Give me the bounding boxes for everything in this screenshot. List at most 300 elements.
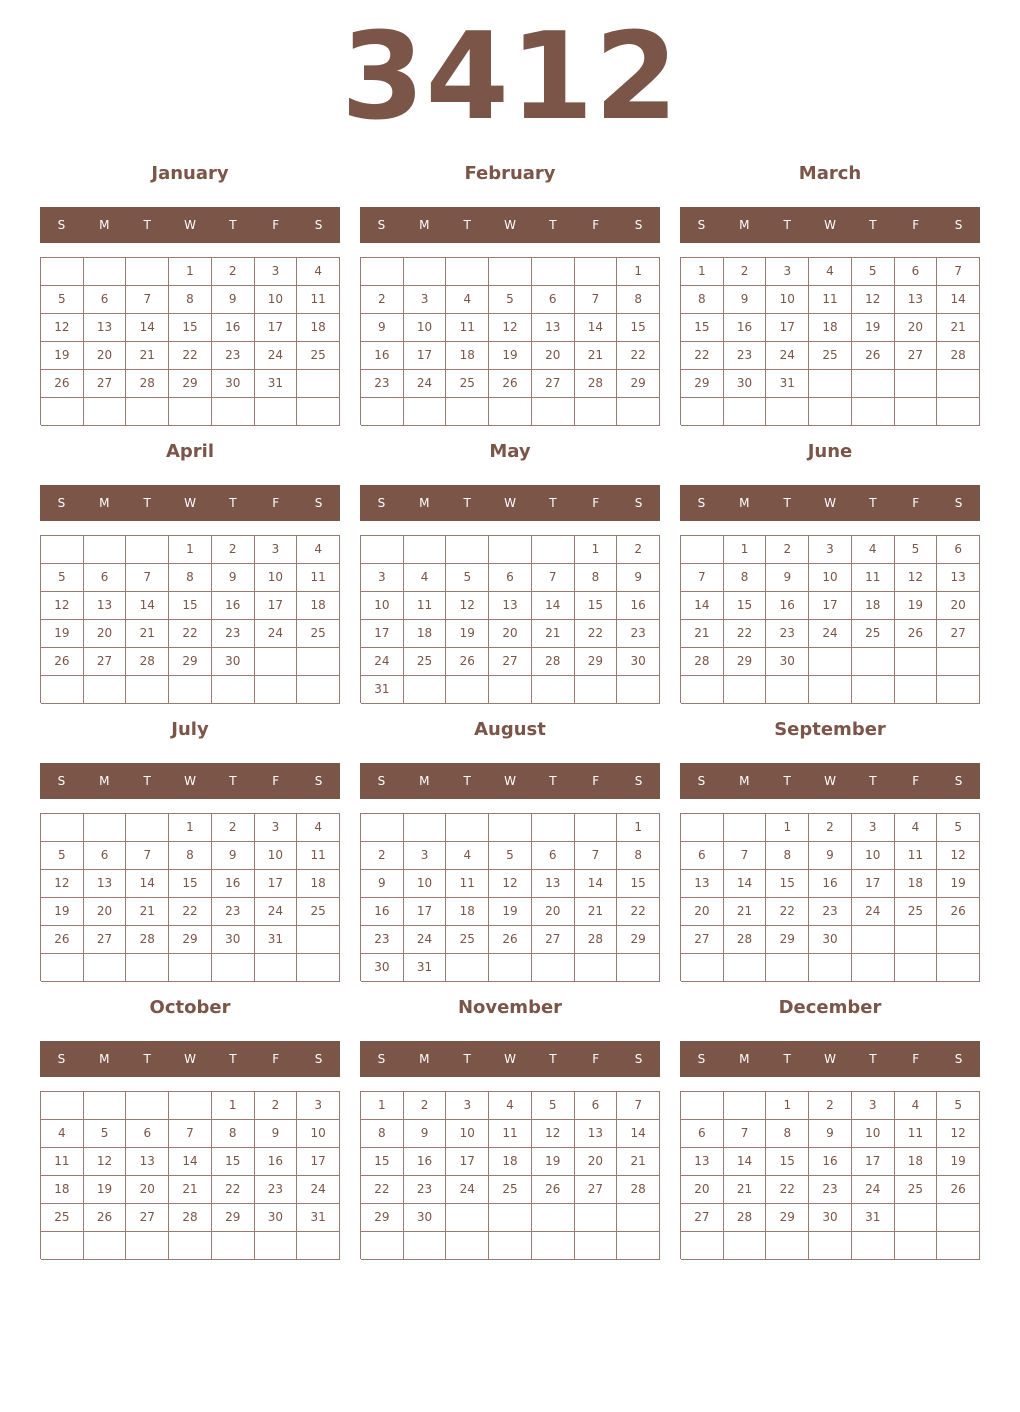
weekday-label: S xyxy=(377,774,386,788)
day-cell xyxy=(41,1092,84,1120)
day-cell: 18 xyxy=(446,342,489,370)
day-cell: 8 xyxy=(617,842,660,870)
day-cell: 31 xyxy=(404,954,447,982)
day-cell: 15 xyxy=(681,314,724,342)
day-cell: 2 xyxy=(404,1092,447,1120)
day-cell: 29 xyxy=(766,926,809,954)
day-cell: 14 xyxy=(937,286,980,314)
day-cell: 12 xyxy=(489,870,532,898)
day-cell xyxy=(575,1232,618,1260)
weekday-label: T xyxy=(463,1052,471,1066)
day-cell: 16 xyxy=(724,314,767,342)
weekday-label: F xyxy=(912,774,920,788)
day-cell: 6 xyxy=(532,842,575,870)
day-cell: 14 xyxy=(532,592,575,620)
day-cell: 31 xyxy=(255,926,298,954)
day-cell: 24 xyxy=(809,620,852,648)
day-cell: 28 xyxy=(937,342,980,370)
day-cell xyxy=(446,258,489,286)
day-cell: 26 xyxy=(489,370,532,398)
day-cell: 15 xyxy=(766,870,809,898)
day-cell xyxy=(852,954,895,982)
day-cell: 3 xyxy=(361,564,404,592)
day-cell: 31 xyxy=(297,1204,340,1232)
weekday-label: W xyxy=(824,1052,836,1066)
day-cell xyxy=(446,1204,489,1232)
day-cell: 17 xyxy=(255,592,298,620)
day-cell: 27 xyxy=(532,926,575,954)
day-cell xyxy=(297,1232,340,1260)
day-cell: 17 xyxy=(255,314,298,342)
day-cell: 10 xyxy=(255,286,298,314)
day-cell xyxy=(809,676,852,704)
day-cell: 18 xyxy=(446,898,489,926)
month-august xyxy=(360,716,660,982)
weekday-header xyxy=(360,763,660,799)
day-cell: 9 xyxy=(809,1120,852,1148)
day-cell: 10 xyxy=(361,592,404,620)
day-cell: 13 xyxy=(84,314,127,342)
day-cell xyxy=(446,536,489,564)
day-cell: 1 xyxy=(169,536,212,564)
day-cell xyxy=(84,398,127,426)
weekday-label: W xyxy=(504,496,516,510)
day-cell: 7 xyxy=(575,286,618,314)
day-cell xyxy=(404,258,447,286)
month-november xyxy=(360,994,660,1260)
weekday-label: F xyxy=(912,496,920,510)
weekday-label: S xyxy=(57,774,66,788)
day-cell: 7 xyxy=(937,258,980,286)
day-cell xyxy=(489,398,532,426)
day-cell xyxy=(809,398,852,426)
day-cell: 5 xyxy=(41,842,84,870)
day-cell: 10 xyxy=(809,564,852,592)
day-cell xyxy=(895,398,938,426)
day-cell xyxy=(809,1232,852,1260)
day-cell: 29 xyxy=(169,370,212,398)
day-cell: 21 xyxy=(575,898,618,926)
months-grid xyxy=(40,160,980,1260)
day-cell: 11 xyxy=(297,286,340,314)
day-cell xyxy=(532,258,575,286)
day-cell: 2 xyxy=(255,1092,298,1120)
day-cell: 4 xyxy=(297,258,340,286)
day-cell: 24 xyxy=(255,342,298,370)
weekday-label: M xyxy=(419,1052,430,1066)
month-june xyxy=(680,438,980,704)
day-cell xyxy=(937,954,980,982)
day-cell xyxy=(297,370,340,398)
day-cell xyxy=(681,1092,724,1120)
weekday-header xyxy=(40,1041,340,1077)
weekday-label: F xyxy=(592,218,600,232)
day-cell: 16 xyxy=(212,314,255,342)
day-cell: 22 xyxy=(766,1176,809,1204)
day-cell: 4 xyxy=(895,1092,938,1120)
day-cell: 17 xyxy=(297,1148,340,1176)
day-cell: 29 xyxy=(361,1204,404,1232)
day-cell: 3 xyxy=(809,536,852,564)
day-cell xyxy=(361,536,404,564)
day-cell: 30 xyxy=(212,370,255,398)
weekday-header xyxy=(40,207,340,243)
day-cell xyxy=(617,398,660,426)
weekday-label: S xyxy=(954,774,963,788)
day-cell xyxy=(489,1204,532,1232)
day-cell: 6 xyxy=(681,842,724,870)
day-cell: 31 xyxy=(766,370,809,398)
day-cell: 7 xyxy=(532,564,575,592)
day-cell: 20 xyxy=(937,592,980,620)
day-cell: 8 xyxy=(766,1120,809,1148)
day-cell xyxy=(126,1232,169,1260)
day-cell: 15 xyxy=(724,592,767,620)
day-cell: 25 xyxy=(895,898,938,926)
day-cell: 27 xyxy=(489,648,532,676)
day-cell xyxy=(852,398,895,426)
day-cell: 7 xyxy=(126,286,169,314)
weekday-label: F xyxy=(272,218,280,232)
day-cell: 19 xyxy=(937,870,980,898)
day-cell: 8 xyxy=(169,564,212,592)
month-september xyxy=(680,716,980,982)
day-cell: 12 xyxy=(41,870,84,898)
day-cell: 12 xyxy=(895,564,938,592)
day-cell: 24 xyxy=(404,926,447,954)
weekday-label: S xyxy=(314,1052,323,1066)
day-cell: 23 xyxy=(255,1176,298,1204)
day-cell: 5 xyxy=(852,258,895,286)
weekday-label: S xyxy=(377,496,386,510)
day-cell xyxy=(489,1232,532,1260)
weekday-label: M xyxy=(99,218,110,232)
day-grid xyxy=(40,1091,340,1259)
day-cell: 20 xyxy=(489,620,532,648)
day-cell: 20 xyxy=(84,898,127,926)
day-cell xyxy=(255,676,298,704)
day-cell xyxy=(212,954,255,982)
weekday-label: T xyxy=(783,496,791,510)
weekday-label: T xyxy=(783,218,791,232)
day-cell xyxy=(404,1232,447,1260)
day-cell: 18 xyxy=(297,870,340,898)
day-cell xyxy=(255,648,298,676)
day-cell xyxy=(681,954,724,982)
day-cell: 10 xyxy=(255,842,298,870)
day-cell xyxy=(895,1204,938,1232)
day-cell: 26 xyxy=(446,648,489,676)
day-cell: 29 xyxy=(617,370,660,398)
day-cell xyxy=(41,398,84,426)
month-name: May xyxy=(489,441,531,462)
day-cell xyxy=(895,926,938,954)
day-cell: 12 xyxy=(852,286,895,314)
day-cell: 7 xyxy=(575,842,618,870)
day-cell: 29 xyxy=(724,648,767,676)
weekday-label: M xyxy=(99,774,110,788)
day-cell: 4 xyxy=(446,286,489,314)
day-cell: 29 xyxy=(169,648,212,676)
weekday-label: S xyxy=(57,1052,66,1066)
day-cell xyxy=(895,370,938,398)
day-cell: 22 xyxy=(766,898,809,926)
day-cell: 13 xyxy=(532,870,575,898)
day-cell: 1 xyxy=(617,814,660,842)
day-cell: 19 xyxy=(489,898,532,926)
day-cell: 25 xyxy=(297,898,340,926)
day-cell: 22 xyxy=(575,620,618,648)
day-cell: 26 xyxy=(41,926,84,954)
weekday-label: S xyxy=(697,496,706,510)
day-cell: 4 xyxy=(404,564,447,592)
day-cell: 6 xyxy=(84,286,127,314)
day-cell xyxy=(84,676,127,704)
weekday-label: S xyxy=(634,496,643,510)
day-cell: 26 xyxy=(41,648,84,676)
day-cell xyxy=(297,676,340,704)
day-cell: 11 xyxy=(446,870,489,898)
day-cell: 23 xyxy=(212,620,255,648)
day-cell: 17 xyxy=(852,1148,895,1176)
day-cell: 22 xyxy=(169,898,212,926)
day-cell: 7 xyxy=(169,1120,212,1148)
month-may xyxy=(360,438,660,704)
day-cell xyxy=(895,648,938,676)
day-cell: 4 xyxy=(489,1092,532,1120)
day-cell: 23 xyxy=(212,898,255,926)
day-cell xyxy=(489,258,532,286)
day-cell: 14 xyxy=(126,314,169,342)
day-cell: 22 xyxy=(681,342,724,370)
day-cell xyxy=(724,814,767,842)
day-cell xyxy=(895,954,938,982)
weekday-label: T xyxy=(229,496,237,510)
day-cell: 24 xyxy=(255,898,298,926)
day-cell: 4 xyxy=(297,814,340,842)
day-cell: 21 xyxy=(575,342,618,370)
day-cell: 10 xyxy=(446,1120,489,1148)
weekday-label: T xyxy=(229,774,237,788)
month-name: November xyxy=(457,997,563,1018)
day-cell: 28 xyxy=(724,1204,767,1232)
day-cell: 22 xyxy=(169,342,212,370)
day-cell xyxy=(84,1232,127,1260)
day-grid xyxy=(40,813,340,981)
day-cell xyxy=(404,536,447,564)
day-cell: 24 xyxy=(404,370,447,398)
day-cell xyxy=(84,954,127,982)
day-cell: 23 xyxy=(212,342,255,370)
day-cell: 27 xyxy=(681,1204,724,1232)
day-cell xyxy=(532,954,575,982)
day-cell: 5 xyxy=(41,564,84,592)
day-cell xyxy=(404,676,447,704)
weekday-label: W xyxy=(824,496,836,510)
weekday-header xyxy=(680,1041,980,1077)
day-cell: 20 xyxy=(532,898,575,926)
day-cell: 25 xyxy=(895,1176,938,1204)
month-name: July xyxy=(171,719,209,740)
day-cell xyxy=(297,648,340,676)
day-cell: 7 xyxy=(126,564,169,592)
day-cell: 19 xyxy=(937,1148,980,1176)
day-cell xyxy=(575,814,618,842)
day-cell: 30 xyxy=(724,370,767,398)
day-cell: 4 xyxy=(41,1120,84,1148)
day-cell xyxy=(617,1204,660,1232)
day-cell xyxy=(446,1232,489,1260)
month-april xyxy=(40,438,340,704)
day-cell: 5 xyxy=(446,564,489,592)
weekday-label: M xyxy=(419,774,430,788)
day-cell xyxy=(361,1232,404,1260)
day-cell xyxy=(532,1232,575,1260)
day-cell xyxy=(617,1232,660,1260)
day-cell: 13 xyxy=(126,1148,169,1176)
day-cell xyxy=(681,676,724,704)
day-cell: 25 xyxy=(404,648,447,676)
day-cell: 31 xyxy=(255,370,298,398)
day-cell: 29 xyxy=(766,1204,809,1232)
day-cell xyxy=(446,954,489,982)
day-cell: 23 xyxy=(404,1176,447,1204)
day-cell: 13 xyxy=(681,870,724,898)
day-cell xyxy=(126,398,169,426)
day-cell: 16 xyxy=(404,1148,447,1176)
day-cell: 25 xyxy=(41,1204,84,1232)
weekday-label: F xyxy=(592,1052,600,1066)
day-cell xyxy=(937,1204,980,1232)
day-cell: 7 xyxy=(724,1120,767,1148)
day-cell: 12 xyxy=(532,1120,575,1148)
day-cell: 24 xyxy=(852,1176,895,1204)
day-cell xyxy=(212,398,255,426)
day-cell: 4 xyxy=(297,536,340,564)
weekday-label: T xyxy=(549,1052,557,1066)
day-cell: 11 xyxy=(809,286,852,314)
day-cell: 5 xyxy=(489,842,532,870)
day-cell xyxy=(404,398,447,426)
day-cell: 3 xyxy=(404,842,447,870)
day-cell: 16 xyxy=(361,898,404,926)
day-grid xyxy=(680,813,980,981)
day-cell: 1 xyxy=(361,1092,404,1120)
weekday-label: S xyxy=(314,218,323,232)
day-cell: 9 xyxy=(766,564,809,592)
day-cell: 27 xyxy=(84,648,127,676)
day-cell: 7 xyxy=(681,564,724,592)
day-cell: 8 xyxy=(361,1120,404,1148)
day-cell: 4 xyxy=(809,258,852,286)
day-cell: 25 xyxy=(809,342,852,370)
day-cell: 10 xyxy=(255,564,298,592)
day-cell: 11 xyxy=(852,564,895,592)
weekday-header xyxy=(360,1041,660,1077)
day-cell xyxy=(169,1232,212,1260)
day-cell: 12 xyxy=(41,592,84,620)
weekday-label: T xyxy=(549,496,557,510)
day-cell xyxy=(937,370,980,398)
weekday-label: F xyxy=(272,1052,280,1066)
day-cell: 8 xyxy=(617,286,660,314)
day-cell xyxy=(937,398,980,426)
day-cell: 12 xyxy=(41,314,84,342)
weekday-label: S xyxy=(954,1052,963,1066)
day-cell: 26 xyxy=(937,898,980,926)
day-cell: 10 xyxy=(297,1120,340,1148)
day-cell: 5 xyxy=(532,1092,575,1120)
day-cell: 11 xyxy=(446,314,489,342)
day-cell xyxy=(937,926,980,954)
weekday-header xyxy=(360,485,660,521)
month-name: August xyxy=(474,719,546,740)
day-cell: 22 xyxy=(724,620,767,648)
day-cell: 30 xyxy=(809,1204,852,1232)
day-cell: 29 xyxy=(575,648,618,676)
day-cell xyxy=(532,676,575,704)
day-cell: 31 xyxy=(852,1204,895,1232)
day-cell: 30 xyxy=(212,648,255,676)
day-cell xyxy=(297,398,340,426)
day-cell: 15 xyxy=(575,592,618,620)
day-cell: 3 xyxy=(852,814,895,842)
day-cell: 28 xyxy=(617,1176,660,1204)
day-cell xyxy=(937,1232,980,1260)
day-cell xyxy=(575,398,618,426)
day-cell: 21 xyxy=(617,1148,660,1176)
day-cell: 30 xyxy=(404,1204,447,1232)
day-cell: 23 xyxy=(724,342,767,370)
day-cell: 2 xyxy=(809,814,852,842)
day-cell: 25 xyxy=(852,620,895,648)
day-cell: 19 xyxy=(446,620,489,648)
day-cell: 11 xyxy=(895,1120,938,1148)
day-cell xyxy=(404,814,447,842)
day-grid xyxy=(40,257,340,425)
day-cell: 28 xyxy=(126,370,169,398)
day-cell: 19 xyxy=(41,898,84,926)
day-cell: 1 xyxy=(766,1092,809,1120)
weekday-label: T xyxy=(143,774,151,788)
day-cell: 20 xyxy=(84,620,127,648)
day-cell xyxy=(84,258,127,286)
day-cell: 27 xyxy=(681,926,724,954)
day-cell: 21 xyxy=(126,342,169,370)
day-cell: 13 xyxy=(489,592,532,620)
day-cell: 15 xyxy=(361,1148,404,1176)
day-cell: 21 xyxy=(126,620,169,648)
day-cell: 14 xyxy=(681,592,724,620)
day-cell: 19 xyxy=(852,314,895,342)
day-cell: 16 xyxy=(809,1148,852,1176)
day-cell xyxy=(41,954,84,982)
day-cell: 1 xyxy=(169,258,212,286)
day-cell xyxy=(84,1092,127,1120)
day-cell: 2 xyxy=(361,842,404,870)
day-cell: 13 xyxy=(895,286,938,314)
day-cell: 15 xyxy=(617,870,660,898)
day-cell xyxy=(169,1092,212,1120)
day-cell xyxy=(937,648,980,676)
day-cell: 10 xyxy=(766,286,809,314)
day-cell: 18 xyxy=(809,314,852,342)
day-cell: 20 xyxy=(532,342,575,370)
day-cell: 22 xyxy=(212,1176,255,1204)
weekday-label: T xyxy=(229,218,237,232)
day-cell: 12 xyxy=(937,1120,980,1148)
day-cell: 2 xyxy=(212,536,255,564)
